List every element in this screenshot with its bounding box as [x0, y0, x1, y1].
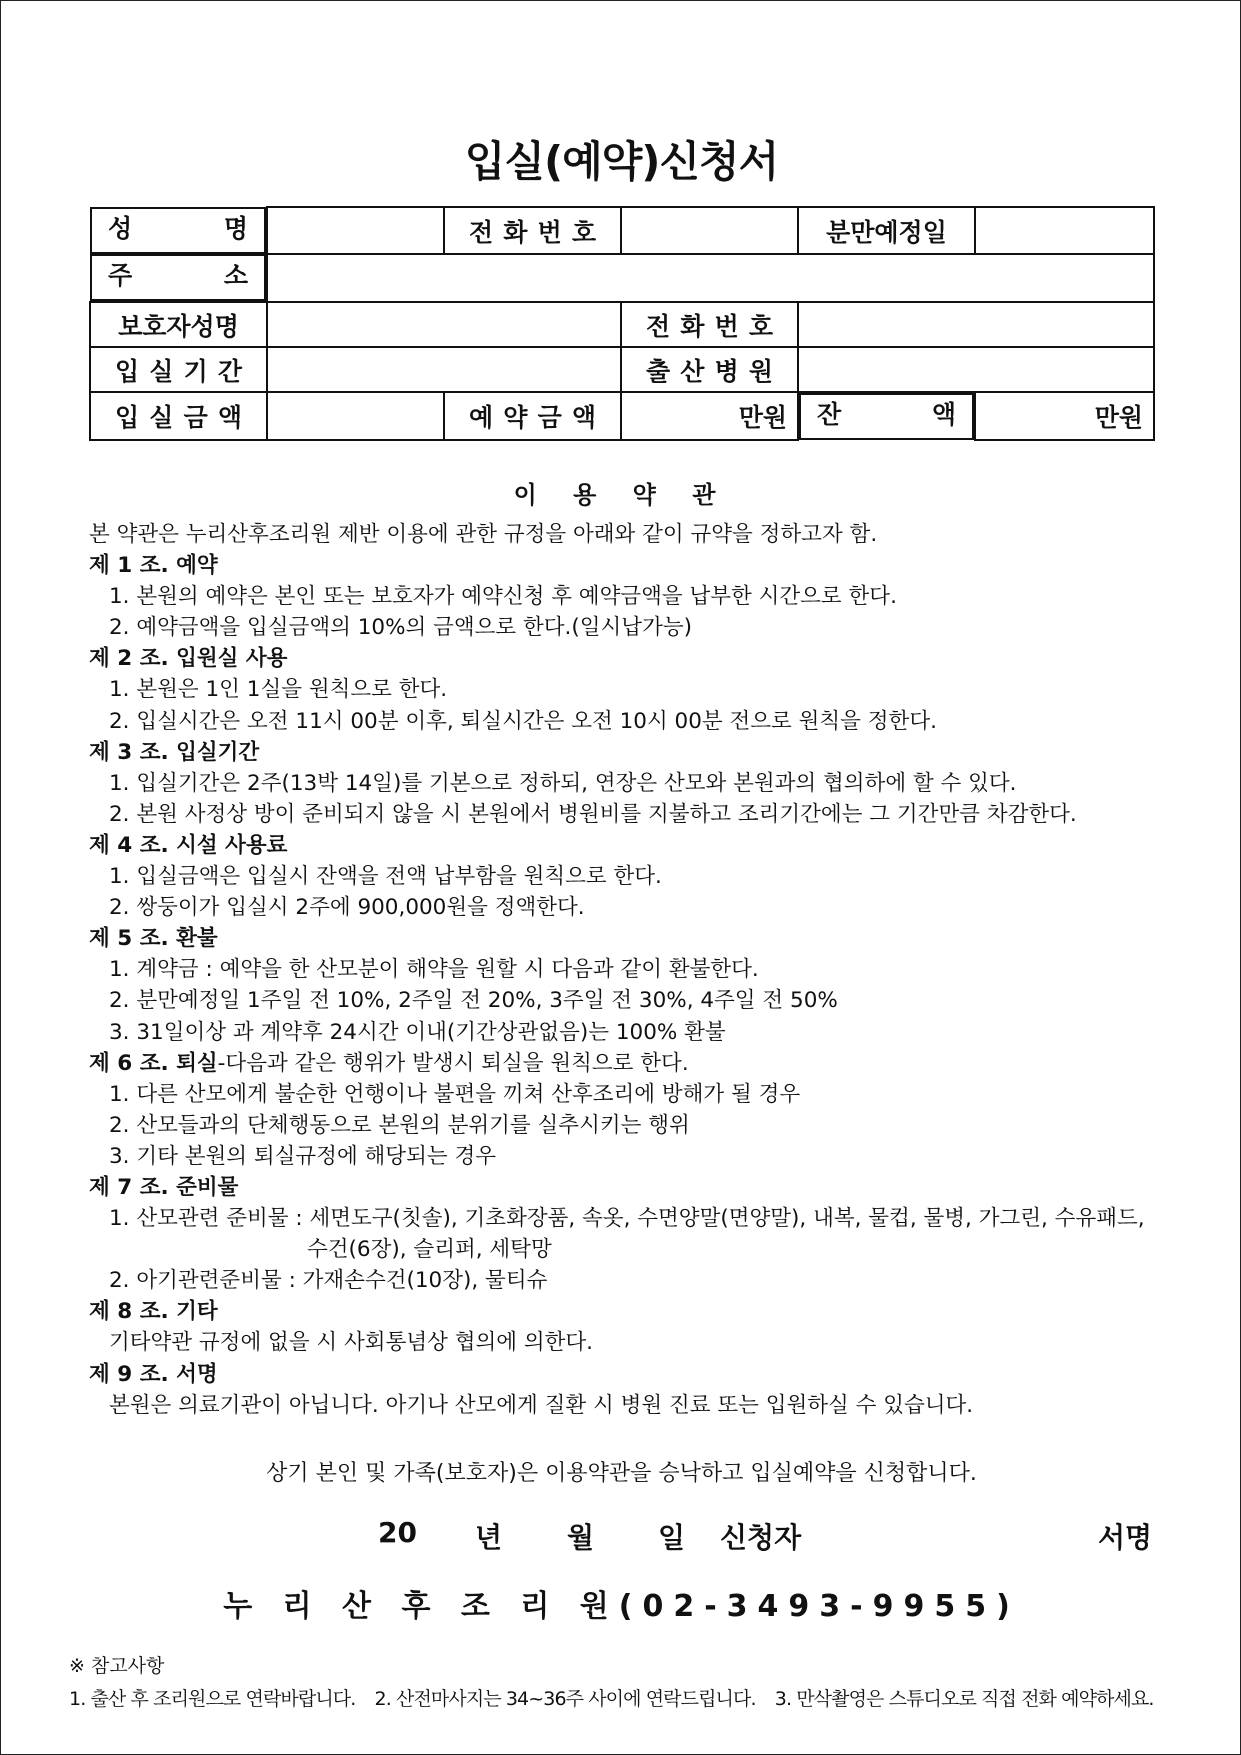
deposit-label: 예 약 금 액 [444, 392, 621, 440]
deposit-field[interactable] [621, 392, 798, 440]
terms-item: 1. 다른 산모에게 불순한 언행이나 불편을 끼쳐 산후조리에 방해가 될 경우 [109, 1081, 801, 1107]
address-label: 주 소 [90, 254, 266, 301]
terms-section-heading: 제 9 조. 서명 [89, 1361, 218, 1387]
stay-period-field[interactable] [267, 347, 621, 392]
hospital-label: 출 산 병 원 [621, 347, 798, 392]
terms-item: 2. 입실시간은 오전 11시 00분 이후, 퇴실시간은 오전 10시 00분 전으로 원칙을 정한다. [109, 708, 937, 734]
month-label: 월 [567, 1521, 595, 1554]
name-label: 성 명 [90, 207, 266, 254]
terms-section-heading: 제 8 조. 기타 [89, 1299, 218, 1325]
terms-item: 1. 입실기간은 2주(13박 14일)를 기본으로 정하되, 연장은 산모와 본원과의 협의하에 할 수 있다. [109, 770, 1017, 796]
sign-label: 서명 [1098, 1521, 1153, 1554]
day-label: 일 [658, 1521, 686, 1554]
year-label: 년 [475, 1521, 503, 1554]
terms-section-heading: 제 1 조. 예약 [89, 553, 218, 579]
table-row [90, 207, 1154, 254]
stay-amount-field[interactable] [267, 392, 444, 440]
due-date-label: 분만예정일 [798, 207, 975, 254]
table-row [90, 347, 1154, 392]
stay-period-label: 입 실 기 간 [90, 347, 267, 392]
terms-section-heading: 제 2 조. 입원실 사용 [89, 646, 288, 672]
balance-field[interactable] [975, 392, 1154, 440]
note-item: 3. 만삭촬영은 스튜디오로 직접 전화 예약하세요. [774, 1688, 1154, 1710]
phone-field[interactable] [621, 207, 798, 254]
terms-item: 수건(6장), 슬리퍼, 세탁망 [307, 1237, 552, 1263]
page-title: 입실(예약)신청서 [464, 137, 779, 186]
terms-item: 1. 본원의 예약은 본인 또는 보호자가 예약신청 후 예약금액을 납부한 시간으로 한다. [109, 584, 897, 610]
terms-item: 2. 쌍둥이가 입실시 2주에 900,000원을 정액한다. [109, 895, 585, 921]
terms-section-heading: 제 6 조. 퇴실-다음과 같은 행위가 발생시 퇴실을 원칙으로 한다. [89, 1050, 689, 1076]
address-field[interactable] [267, 254, 1154, 302]
balance-label: 잔 액 [799, 393, 974, 440]
table-row [90, 302, 1154, 347]
guardian-name-field[interactable] [267, 302, 621, 347]
terms-body [89, 519, 1189, 1421]
notes-list [69, 1684, 1154, 1711]
terms-item: 2. 본원 사정상 방이 준비되지 않을 시 본원에서 병원비를 지불하고 조리기간에는 그 기간만큼 차감한다. [109, 801, 1077, 827]
terms-item: 2. 분만예정일 1주일 전 10%, 2주일 전 20%, 3주일 전 30%, 4주일 전 50% [109, 988, 838, 1014]
signature-row [1, 1516, 1241, 1556]
terms-item: 3. 31일이상 과 계약후 24시간 이내(기간상관없음)는 100% 환불 [109, 1019, 726, 1045]
name-field[interactable] [267, 207, 444, 254]
guardian-phone-label: 전 화 번 호 [621, 302, 798, 347]
deposit-unit: 만원 [738, 403, 787, 432]
terms-item: 1. 계약금 : 예약을 한 산모분이 해약을 원할 시 다음과 같이 환불한다. [109, 957, 759, 983]
terms-item: 본원은 의료기관이 아닙니다. 아기나 산모에게 질환 시 병원 진료 또는 입원하실 수 있습니다. [109, 1392, 974, 1418]
guardian-name-label: 보호자성명 [90, 302, 267, 347]
phone-label: 전 화 번 호 [444, 207, 621, 254]
table-row [90, 254, 1154, 302]
terms-item: 기타약관 규정에 없을 시 사회통념상 협의에 의한다. [109, 1330, 593, 1356]
terms-item: 3. 기타 본원의 퇴실규정에 해당되는 경우 [109, 1143, 496, 1169]
terms-intro: 본 약관은 누리산후조리원 제반 이용에 관한 규정을 아래와 같이 규약을 정하고자 함. [89, 522, 878, 547]
terms-item: 1. 본원은 1인 1실을 원칙으로 한다. [109, 677, 448, 703]
center-name: 누 리 산 후 조 리 원(02-3493-9955) [223, 1589, 1020, 1624]
terms-item: 2. 산모들과의 단체행동으로 본원의 분위기를 실추시키는 행위 [109, 1112, 690, 1138]
year-prefix: 20 [378, 1516, 417, 1549]
terms-item: 1. 산모관련 준비물 : 세면도구(칫솔), 기초화장품, 속옷, 수면양말(면양말), 내복, 물컵, 물병, 가그린, 수유패드, [109, 1206, 1145, 1232]
terms-section-heading: 제 4 조. 시설 사용료 [89, 832, 288, 858]
table-row [90, 392, 1154, 440]
due-date-field[interactable] [975, 207, 1154, 254]
applicant-info-table [89, 206, 1155, 441]
notes-heading: ※ 참고사항 [69, 1655, 165, 1677]
terms-item: 1. 입실금액은 입실시 잔액을 전액 납부함을 원칙으로 한다. [109, 864, 662, 890]
terms-section-heading: 제 5 조. 환불 [89, 926, 218, 952]
terms-title: 이 용 약 관 [513, 481, 730, 509]
terms-item: 2. 아기관련준비물 : 가재손수건(10장), 물티슈 [109, 1268, 548, 1294]
hospital-field[interactable] [798, 347, 1154, 392]
stay-amount-label: 입 실 금 액 [90, 392, 267, 440]
note-item: 2. 산전마사지는 34~36주 사이에 연락드립니다. [374, 1688, 756, 1710]
terms-section-heading: 제 7 조. 준비물 [89, 1174, 239, 1200]
terms-item: 2. 예약금액을 입실금액의 10%의 금액으로 한다.(일시납가능) [109, 615, 693, 641]
terms-section-heading: 제 3 조. 입실기간 [89, 739, 260, 765]
guardian-phone-field[interactable] [798, 302, 1154, 347]
agreement-statement: 상기 본인 및 가족(보호자)은 이용약관을 승낙하고 입실예약을 신청합니다. [266, 1461, 977, 1486]
note-item: 1. 출산 후 조리원으로 연락바랍니다. [69, 1688, 356, 1710]
applicant-label: 신청자 [720, 1521, 802, 1554]
balance-unit: 만원 [1094, 403, 1143, 432]
